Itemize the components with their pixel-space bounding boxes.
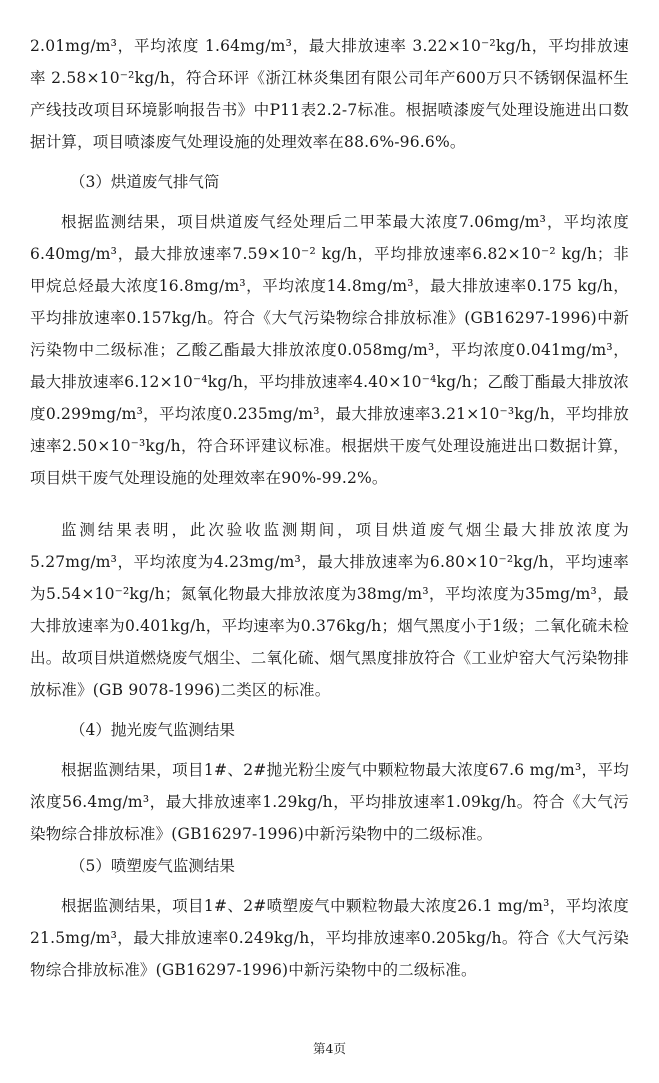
heading-drying-tunnel-exhaust: （3）烘道废气排气筒: [70, 173, 220, 191]
paragraph-drying-tunnel-smoke-results: 监测结果表明，此次验收监测期间，项目烘道废气烟尘最大排放浓度为5.27mg/m³，平均浓度为4.23mg/m³，最大排放速率为6.80×10⁻²kg/h，平均速率为5.54×10⁻²kg/h；氮氧化物最大排放浓度为38mg/m³，平均浓度为35mg/m³，最大排放速率为0.401kg/h，平均速率为0.376kg/h；烟气黑度小于1级；二氧化硫未检出。故项目烘道燃烧废气烟尘、二氧化硫、烟气黑度排放符合《工业炉窑大气污染物排放标准》(GB 9078-1996)二类区的标准。: [30, 521, 629, 699]
paragraph-polishing-results: 根据监测结果，项目1#、2#抛光粉尘废气中颗粒物最大浓度67.6 mg/m³，平均浓度56.4mg/m³，最大排放速率1.29kg/h，平均排放速率1.09kg/h。符合《大气污染物综合排放标准》(GB16297-1996)中新污染物中的二级标准。: [30, 761, 629, 843]
paragraph-powder-coating-results: 根据监测结果，项目1#、2#喷塑废气中颗粒物最大浓度26.1 mg/m³，平均浓度21.5mg/m³，最大排放速率0.249kg/h，平均排放速率0.205kg/h。符合《大气污染物综合排放标准》(GB16297-1996)中新污染物中的二级标准。: [30, 897, 629, 979]
paragraph-spray-paint-results: 2.01mg/m³，平均浓度 1.64mg/m³，最大排放速率 3.22×10⁻²kg/h，平均排放速率 2.58×10⁻²kg/h，符合环评《浙江林炎集团有限公司年产600万只不锈钢保温杯生产线技改项目环境影响报告书》中P11表2.2-7标准。根据喷漆废气处理设施进出口数据计算，项目喷漆废气处理设施的处理效率在88.6%-96.6%。: [30, 37, 629, 151]
heading-powder-coating-exhaust: （5）喷塑废气监测结果: [70, 857, 235, 875]
paragraph-drying-tunnel-results: 根据监测结果，项目烘道废气经处理后二甲苯最大浓度7.06mg/m³，平均浓度6.40mg/m³，最大排放速率7.59×10⁻² kg/h，平均排放速率6.82×10⁻² kg/h；非甲烷总烃最大浓度16.8mg/m³，平均浓度14.8mg/m³，最大排放速率0.175 kg/h，平均排放速率0.157kg/h。符合《大气污染物综合排放标准》(GB16297-1996)中新污染物中二级标准；乙酸乙酯最大排放浓度0.058mg/m³，平均浓度0.041mg/m³，最大排放速率6.12×10⁻⁴kg/h，平均排放速率4.40×10⁻⁴kg/h；乙酸丁酯最大排放浓度0.299mg/m³，平均浓度0.235mg/m³，最大排放速率3.21×10⁻³kg/h，平均排放速率2.50×10⁻³kg/h，符合环评建议标准。根据烘干废气处理设施进出口数据计算，项目烘干废气处理设施的处理效率在90%-99.2%。: [30, 213, 629, 487]
page-number: 第4页: [313, 1041, 346, 1056]
heading-polishing-exhaust: （4）抛光废气监测结果: [70, 721, 235, 739]
